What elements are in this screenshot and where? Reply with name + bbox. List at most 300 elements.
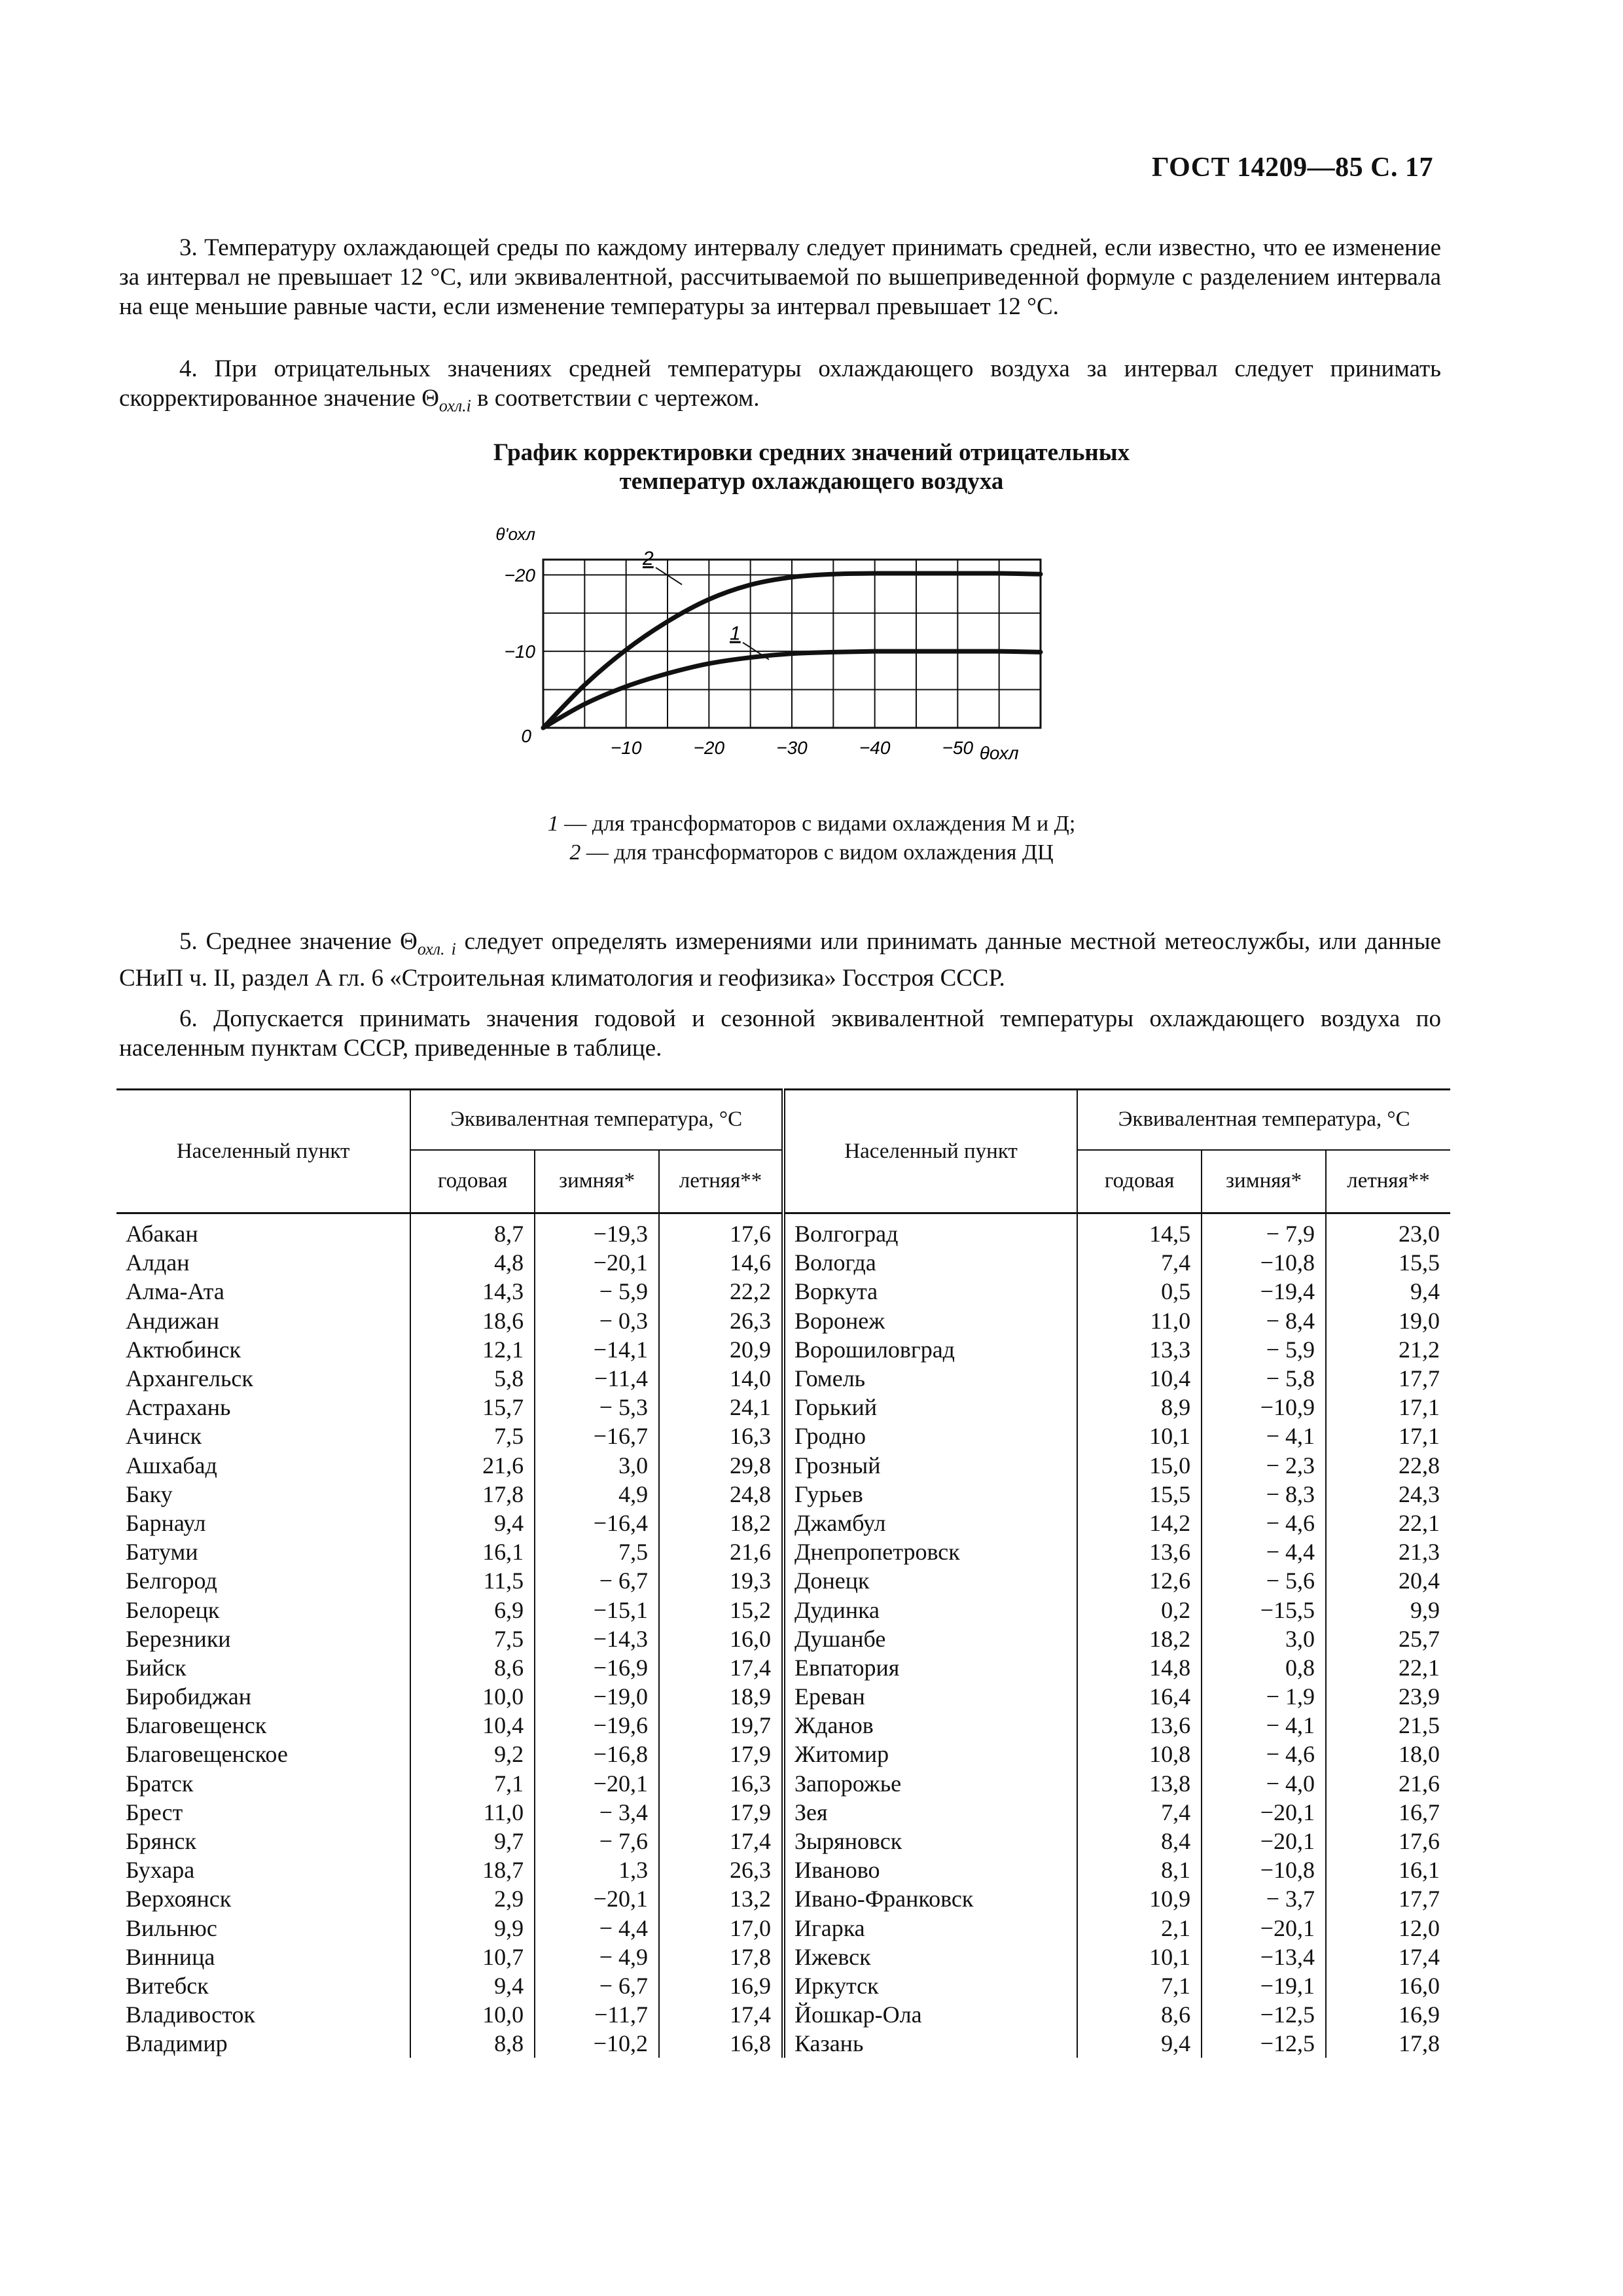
right-annual-cell: 0,2 [1077, 1595, 1202, 1624]
right-summer-cell: 24,3 [1326, 1480, 1450, 1509]
paragraph-4-subscript: охл.i [438, 396, 471, 416]
table-row [116, 1827, 1450, 1856]
right-winter-cell: −20,1 [1202, 1798, 1326, 1827]
right-winter-cell: −12,5 [1202, 2000, 1326, 2029]
left-summer-cell: 16,0 [659, 1624, 783, 1653]
left-annual-cell: 17,8 [410, 1480, 535, 1509]
left-winter-cell: − 6,7 [535, 1566, 659, 1595]
header-summer-left: летняя** [659, 1150, 783, 1213]
table-row [116, 1624, 1450, 1653]
right-winter-cell: 0,8 [1202, 1653, 1326, 1682]
y-axis-label: θ'охл [495, 524, 535, 544]
right-summer-cell: 17,1 [1326, 1422, 1450, 1450]
left-annual-cell: 21,6 [410, 1451, 535, 1480]
right-city-cell: Гурьев [783, 1480, 1077, 1509]
left-annual-cell: 5,8 [410, 1364, 535, 1393]
right-winter-cell: − 4,6 [1202, 1509, 1326, 1537]
left-annual-cell: 10,4 [410, 1711, 535, 1740]
right-summer-cell: 25,7 [1326, 1624, 1450, 1653]
table-row [116, 1335, 1450, 1364]
right-summer-cell: 17,1 [1326, 1393, 1450, 1422]
right-summer-cell: 23,0 [1326, 1213, 1450, 1249]
left-winter-cell: −14,3 [535, 1624, 659, 1653]
left-city-cell: Биробиджан [126, 1683, 251, 1710]
table-row [116, 1213, 1450, 1249]
left-annual-cell: 16,1 [410, 1537, 535, 1566]
chart-legend [0, 810, 1623, 867]
left-city-cell: Владимир [126, 2030, 228, 2057]
right-annual-cell: 8,9 [1077, 1393, 1202, 1422]
left-summer-cell: 17,4 [659, 1827, 783, 1856]
paragraph-6 [119, 1004, 1441, 1063]
right-city-cell: Житомир [783, 1740, 1077, 1768]
right-city-cell: Дудинка [783, 1595, 1077, 1624]
right-summer-cell: 23,9 [1326, 1682, 1450, 1711]
right-summer-cell: 17,8 [1326, 2029, 1450, 2058]
right-summer-cell: 16,1 [1326, 1856, 1450, 1884]
table-row [116, 1248, 1450, 1277]
right-winter-cell: −10,8 [1202, 1248, 1326, 1277]
right-annual-cell: 11,0 [1077, 1306, 1202, 1335]
right-annual-cell: 9,4 [1077, 2029, 1202, 2058]
right-annual-cell: 8,6 [1077, 2000, 1202, 2029]
right-annual-cell: 7,1 [1077, 1971, 1202, 2000]
left-summer-cell: 16,3 [659, 1769, 783, 1798]
right-summer-cell: 18,0 [1326, 1740, 1450, 1768]
right-annual-cell: 18,2 [1077, 1624, 1202, 1653]
right-city-cell: Душанбе [783, 1624, 1077, 1653]
right-winter-cell: − 8,4 [1202, 1306, 1326, 1335]
paragraph-3 [119, 233, 1441, 321]
legend-item-2 [0, 838, 1623, 867]
left-city-cell: Батуми [126, 1539, 198, 1566]
right-summer-cell: 19,0 [1326, 1306, 1450, 1335]
table-row [116, 2000, 1450, 2029]
left-annual-cell: 9,4 [410, 1971, 535, 2000]
table-row [116, 1711, 1450, 1740]
left-city-cell: Винница [126, 1943, 215, 1970]
left-winter-cell: −10,2 [535, 2029, 659, 2058]
left-winter-cell: − 5,9 [535, 1277, 659, 1306]
x-tick-label: −10 [610, 738, 642, 758]
left-winter-cell: − 0,3 [535, 1306, 659, 1335]
right-winter-cell: − 8,3 [1202, 1480, 1326, 1509]
right-annual-cell: 7,4 [1077, 1798, 1202, 1827]
temperature-table-wrap [116, 1088, 1450, 2058]
legend-item-1-text: — для трансформаторов с видами охлаждения М и Д; [558, 812, 1076, 836]
right-city-cell: Жданов [783, 1711, 1077, 1740]
right-annual-cell: 15,0 [1077, 1451, 1202, 1480]
right-summer-cell: 16,7 [1326, 1798, 1450, 1827]
left-city-cell: Актюбинск [126, 1336, 241, 1363]
curve-label-2: 2 [643, 548, 654, 570]
header-city-right: Населенный пункт [783, 1090, 1077, 1213]
table-row [116, 1856, 1450, 1884]
right-annual-cell: 0,5 [1077, 1277, 1202, 1306]
right-summer-cell: 15,5 [1326, 1248, 1450, 1277]
x-tick-label: −30 [776, 738, 808, 758]
header-summer-right: летняя** [1326, 1150, 1450, 1213]
left-annual-cell: 12,1 [410, 1335, 535, 1364]
left-winter-cell: − 3,4 [535, 1798, 659, 1827]
y-tick-label: −20 [504, 565, 535, 586]
left-winter-cell: −11,7 [535, 2000, 659, 2029]
right-annual-cell: 13,8 [1077, 1769, 1202, 1798]
right-summer-cell: 17,7 [1326, 1884, 1450, 1913]
left-winter-cell: 4,9 [535, 1480, 659, 1509]
right-summer-cell: 17,7 [1326, 1364, 1450, 1393]
right-winter-cell: −10,9 [1202, 1393, 1326, 1422]
left-annual-cell: 9,4 [410, 1509, 535, 1537]
right-city-cell: Волгоград [783, 1213, 1077, 1249]
right-winter-cell: − 4,1 [1202, 1422, 1326, 1450]
left-winter-cell: − 7,6 [535, 1827, 659, 1856]
left-annual-cell: 11,0 [410, 1798, 535, 1827]
right-summer-cell: 21,6 [1326, 1769, 1450, 1798]
right-city-cell: Евпатория [783, 1653, 1077, 1682]
paragraph-3-text: 3. Температуру охлаждающей среды по каждому интервалу следует принимать средней, если известно, что ее изменение за интервал не превышает 12 °С, или эквивалентной, рассчитываемой по вышеприведенной формуле с разделением интервала на еще меньшие равные части, если изменение температуры за интервал превышает 12 °С. [119, 234, 1441, 320]
left-winter-cell: −20,1 [535, 1769, 659, 1798]
right-city-cell: Иваново [783, 1856, 1077, 1884]
right-city-cell: Ворошиловград [783, 1335, 1077, 1364]
paragraph-4 [119, 354, 1441, 420]
right-annual-cell: 2,1 [1077, 1914, 1202, 1943]
legend-item-1 [0, 810, 1623, 838]
right-winter-cell: − 4,4 [1202, 1537, 1326, 1566]
left-annual-cell: 15,7 [410, 1393, 535, 1422]
right-winter-cell: − 2,3 [1202, 1451, 1326, 1480]
left-winter-cell: −15,1 [535, 1595, 659, 1624]
right-summer-cell: 16,0 [1326, 1971, 1450, 2000]
left-city-cell: Алдан [126, 1249, 190, 1276]
left-winter-cell: −19,3 [535, 1213, 659, 1249]
curve-label-1: 1 [730, 622, 741, 645]
left-winter-cell: − 5,3 [535, 1393, 659, 1422]
table-row [116, 1422, 1450, 1450]
header-annual-left: годовая [410, 1150, 535, 1213]
right-annual-cell: 10,1 [1077, 1943, 1202, 1971]
paragraph-4-text: 4. При отрицательных значениях средней температуры охлаждающего воздуха за интервал следует принимать скорректированное значение Θ [119, 355, 1441, 412]
right-annual-cell: 14,5 [1077, 1213, 1202, 1249]
right-summer-cell: 22,8 [1326, 1451, 1450, 1480]
right-winter-cell: − 1,9 [1202, 1682, 1326, 1711]
x-tick-label: −20 [693, 738, 725, 758]
table-row [116, 1798, 1450, 1827]
x-axis-label: θохл [979, 743, 1019, 763]
left-city-cell: Вильнюс [126, 1914, 217, 1941]
right-annual-cell: 10,1 [1077, 1422, 1202, 1450]
right-annual-cell: 8,1 [1077, 1856, 1202, 1884]
paragraph-5-subscript: охл. i [417, 939, 456, 959]
left-winter-cell: − 4,9 [535, 1943, 659, 1971]
right-annual-cell: 14,8 [1077, 1653, 1202, 1682]
left-summer-cell: 17,9 [659, 1740, 783, 1768]
table-row [116, 1480, 1450, 1509]
right-annual-cell: 13,3 [1077, 1335, 1202, 1364]
right-city-cell: Воркута [783, 1277, 1077, 1306]
right-winter-cell: −19,1 [1202, 1971, 1326, 2000]
right-city-cell: Зея [783, 1798, 1077, 1827]
left-winter-cell: −11,4 [535, 1364, 659, 1393]
left-city-cell: Белгород [126, 1568, 217, 1594]
paragraph-5-text-end: следует определять измерениями или принимать данные местной метеослужбы, или данные СНиП ч. II, раздел А гл. 6 «Строительная климатология и геофизика» Госстроя СССР. [119, 928, 1441, 992]
right-summer-cell: 9,4 [1326, 1277, 1450, 1306]
left-winter-cell: 1,3 [535, 1856, 659, 1884]
legend-item-2-number: 2 [569, 840, 581, 865]
left-summer-cell: 18,2 [659, 1509, 783, 1537]
left-summer-cell: 20,9 [659, 1335, 783, 1364]
left-annual-cell: 10,7 [410, 1943, 535, 1971]
curve-label-leader-2 [656, 567, 682, 584]
left-summer-cell: 15,2 [659, 1595, 783, 1624]
right-city-cell: Гомель [783, 1364, 1077, 1393]
right-city-cell: Днепропетровск [783, 1537, 1077, 1566]
table-row [116, 1306, 1450, 1335]
right-winter-cell: −13,4 [1202, 1943, 1326, 1971]
right-winter-cell: − 4,0 [1202, 1769, 1326, 1798]
right-city-cell: Йошкар-Ола [783, 2000, 1077, 2029]
left-summer-cell: 26,3 [659, 1306, 783, 1335]
right-winter-cell: − 5,8 [1202, 1364, 1326, 1393]
right-winter-cell: −20,1 [1202, 1914, 1326, 1943]
left-annual-cell: 8,8 [410, 2029, 535, 2058]
right-summer-cell: 22,1 [1326, 1653, 1450, 1682]
right-summer-cell: 12,0 [1326, 1914, 1450, 1943]
left-annual-cell: 2,9 [410, 1884, 535, 1913]
left-winter-cell: −20,1 [535, 1248, 659, 1277]
right-city-cell: Донецк [783, 1566, 1077, 1595]
left-summer-cell: 17,4 [659, 2000, 783, 2029]
right-city-cell: Гродно [783, 1422, 1077, 1450]
right-annual-cell: 10,9 [1077, 1884, 1202, 1913]
right-city-cell: Грозный [783, 1451, 1077, 1480]
left-winter-cell: −20,1 [535, 1884, 659, 1913]
left-summer-cell: 26,3 [659, 1856, 783, 1884]
legend-item-1-number: 1 [547, 812, 559, 836]
paragraph-5 [119, 927, 1441, 993]
table-row [116, 1393, 1450, 1422]
right-summer-cell: 9,9 [1326, 1595, 1450, 1624]
right-annual-cell: 15,5 [1077, 1480, 1202, 1509]
right-annual-cell: 10,4 [1077, 1364, 1202, 1393]
chart-title-line-1: График корректировки средних значений отрицательных [493, 439, 1130, 466]
left-city-cell: Благовещенск [126, 1712, 267, 1739]
paragraph-5-text: 5. Среднее значение Θ [179, 928, 418, 955]
left-winter-cell: − 4,4 [535, 1914, 659, 1943]
left-summer-cell: 17,6 [659, 1213, 783, 1249]
x-tick-label: −50 [942, 738, 974, 758]
right-annual-cell: 10,8 [1077, 1740, 1202, 1768]
left-city-cell: Абакан [126, 1221, 198, 1247]
left-winter-cell: −19,0 [535, 1682, 659, 1711]
temperature-table [116, 1088, 1450, 2058]
header-city-left: Населенный пункт [116, 1090, 410, 1213]
right-city-cell: Ереван [783, 1682, 1077, 1711]
table-row [116, 1566, 1450, 1595]
left-summer-cell: 14,6 [659, 1248, 783, 1277]
left-summer-cell: 22,2 [659, 1277, 783, 1306]
right-city-cell: Игарка [783, 1914, 1077, 1943]
left-annual-cell: 9,2 [410, 1740, 535, 1768]
left-summer-cell: 17,4 [659, 1653, 783, 1682]
page-header: ГОСТ 14209—85 С. 17 [1151, 152, 1433, 183]
table-row [116, 1914, 1450, 1943]
left-city-cell: Алма-Ата [126, 1278, 224, 1305]
left-winter-cell: − 6,7 [535, 1971, 659, 2000]
chart-grid [543, 560, 1041, 728]
left-city-cell: Владивосток [126, 2001, 255, 2028]
left-summer-cell: 19,3 [659, 1566, 783, 1595]
right-winter-cell: −20,1 [1202, 1827, 1326, 1856]
left-city-cell: Баку [126, 1480, 173, 1507]
origin-label: 0 [521, 726, 531, 746]
table-row [116, 1971, 1450, 2000]
left-winter-cell: −16,4 [535, 1509, 659, 1537]
right-winter-cell: −10,8 [1202, 1856, 1326, 1884]
left-annual-cell: 8,7 [410, 1213, 535, 1249]
left-winter-cell: −16,9 [535, 1653, 659, 1682]
right-annual-cell: 16,4 [1077, 1682, 1202, 1711]
x-tick-label: −40 [859, 738, 891, 758]
left-annual-cell: 7,5 [410, 1624, 535, 1653]
right-city-cell: Зыряновск [783, 1827, 1077, 1856]
right-city-cell: Вологда [783, 1248, 1077, 1277]
right-summer-cell: 17,6 [1326, 1827, 1450, 1856]
right-city-cell: Ивано-Франковск [783, 1884, 1077, 1913]
left-city-cell: Ачинск [126, 1423, 202, 1450]
left-winter-cell: −16,8 [535, 1740, 659, 1768]
table-row [116, 1884, 1450, 1913]
right-annual-cell: 14,2 [1077, 1509, 1202, 1537]
left-summer-cell: 16,3 [659, 1422, 783, 1450]
left-city-cell: Брянск [126, 1828, 196, 1855]
left-summer-cell: 16,9 [659, 1971, 783, 2000]
left-summer-cell: 24,1 [659, 1393, 783, 1422]
left-summer-cell: 17,0 [659, 1914, 783, 1943]
table-row [116, 2029, 1450, 2058]
right-annual-cell: 13,6 [1077, 1711, 1202, 1740]
right-city-cell: Воронеж [783, 1306, 1077, 1335]
table-row [116, 1682, 1450, 1711]
right-summer-cell: 20,4 [1326, 1566, 1450, 1595]
chart-title-line-2: температур охлаждающего воздуха [619, 468, 1004, 495]
left-summer-cell: 24,8 [659, 1480, 783, 1509]
left-summer-cell: 17,8 [659, 1943, 783, 1971]
table-row [116, 1509, 1450, 1537]
left-summer-cell: 16,8 [659, 2029, 783, 2058]
right-city-cell: Иркутск [783, 1971, 1077, 2000]
table-row [116, 1943, 1450, 1971]
left-city-cell: Брест [126, 1799, 183, 1825]
right-winter-cell: − 3,7 [1202, 1884, 1326, 1913]
left-summer-cell: 21,6 [659, 1537, 783, 1566]
left-city-cell: Витебск [126, 1972, 209, 1999]
y-tick-label: −10 [504, 641, 535, 662]
left-winter-cell: 3,0 [535, 1451, 659, 1480]
left-winter-cell: −19,6 [535, 1711, 659, 1740]
legend-item-2-text: — для трансформаторов с видом охлаждения ДЦ [580, 840, 1054, 865]
table-row [116, 1653, 1450, 1682]
right-winter-cell: − 4,1 [1202, 1711, 1326, 1740]
left-summer-cell: 18,9 [659, 1682, 783, 1711]
right-city-cell: Запорожье [783, 1769, 1077, 1798]
left-annual-cell: 18,7 [410, 1856, 535, 1884]
left-city-cell: Андижан [126, 1307, 219, 1334]
right-winter-cell: − 4,6 [1202, 1740, 1326, 1768]
left-summer-cell: 19,7 [659, 1711, 783, 1740]
correction-chart [471, 517, 1073, 779]
left-winter-cell: −16,7 [535, 1422, 659, 1450]
left-annual-cell: 4,8 [410, 1248, 535, 1277]
header-winter-right: зимняя* [1202, 1150, 1326, 1213]
table-row [116, 1595, 1450, 1624]
left-city-cell: Белорецк [126, 1596, 220, 1623]
right-summer-cell: 21,3 [1326, 1537, 1450, 1566]
left-annual-cell: 6,9 [410, 1595, 535, 1624]
left-winter-cell: 7,5 [535, 1537, 659, 1566]
right-annual-cell: 12,6 [1077, 1566, 1202, 1595]
right-winter-cell: − 5,6 [1202, 1566, 1326, 1595]
table-row [116, 1740, 1450, 1768]
right-annual-cell: 13,6 [1077, 1537, 1202, 1566]
right-winter-cell: −19,4 [1202, 1277, 1326, 1306]
left-annual-cell: 8,6 [410, 1653, 535, 1682]
header-annual-right: годовая [1077, 1150, 1202, 1213]
left-annual-cell: 11,5 [410, 1566, 535, 1595]
chart-title [0, 439, 1623, 496]
right-city-cell: Ижевск [783, 1943, 1077, 1971]
table-row [116, 1537, 1450, 1566]
right-annual-cell: 8,4 [1077, 1827, 1202, 1856]
left-city-cell: Астрахань [126, 1394, 231, 1421]
left-annual-cell: 18,6 [410, 1306, 535, 1335]
header-equiv-temp-right: Эквивалентная температура, °С [1077, 1090, 1450, 1150]
right-winter-cell: − 5,9 [1202, 1335, 1326, 1364]
right-city-cell: Горький [783, 1393, 1077, 1422]
left-city-cell: Бухара [126, 1857, 195, 1884]
left-city-cell: Братск [126, 1770, 194, 1797]
left-city-cell: Верхоянск [126, 1886, 232, 1912]
left-annual-cell: 9,9 [410, 1914, 535, 1943]
table-body [116, 1213, 1450, 2058]
right-city-cell: Джамбул [783, 1509, 1077, 1537]
header-winter-left: зимняя* [535, 1150, 659, 1213]
right-winter-cell: −12,5 [1202, 2029, 1326, 2058]
left-summer-cell: 14,0 [659, 1364, 783, 1393]
table-row [116, 1769, 1450, 1798]
left-city-cell: Барнаул [126, 1509, 206, 1536]
left-winter-cell: −14,1 [535, 1335, 659, 1364]
left-city-cell: Березники [126, 1625, 231, 1652]
header-equiv-temp-left: Эквивалентная температура, °С [410, 1090, 783, 1150]
right-winter-cell: 3,0 [1202, 1624, 1326, 1653]
left-city-cell: Бийск [126, 1654, 187, 1681]
paragraph-6-text: 6. Допускается принимать значения годовой и сезонной эквивалентной температуры охлаждающего воздуха по населенным пунктам СССР, приведенные в таблице. [119, 1005, 1441, 1062]
left-city-cell: Благовещенское [126, 1741, 288, 1768]
left-summer-cell: 17,9 [659, 1798, 783, 1827]
left-summer-cell: 13,2 [659, 1884, 783, 1913]
right-summer-cell: 22,1 [1326, 1509, 1450, 1537]
left-annual-cell: 14,3 [410, 1277, 535, 1306]
right-winter-cell: −15,5 [1202, 1595, 1326, 1624]
paragraph-4-text-end: в соответствии с чертежом. [471, 385, 760, 412]
right-summer-cell: 21,2 [1326, 1335, 1450, 1364]
table-row [116, 1277, 1450, 1306]
left-summer-cell: 29,8 [659, 1451, 783, 1480]
right-annual-cell: 7,4 [1077, 1248, 1202, 1277]
left-annual-cell: 7,5 [410, 1422, 535, 1450]
left-annual-cell: 7,1 [410, 1769, 535, 1798]
